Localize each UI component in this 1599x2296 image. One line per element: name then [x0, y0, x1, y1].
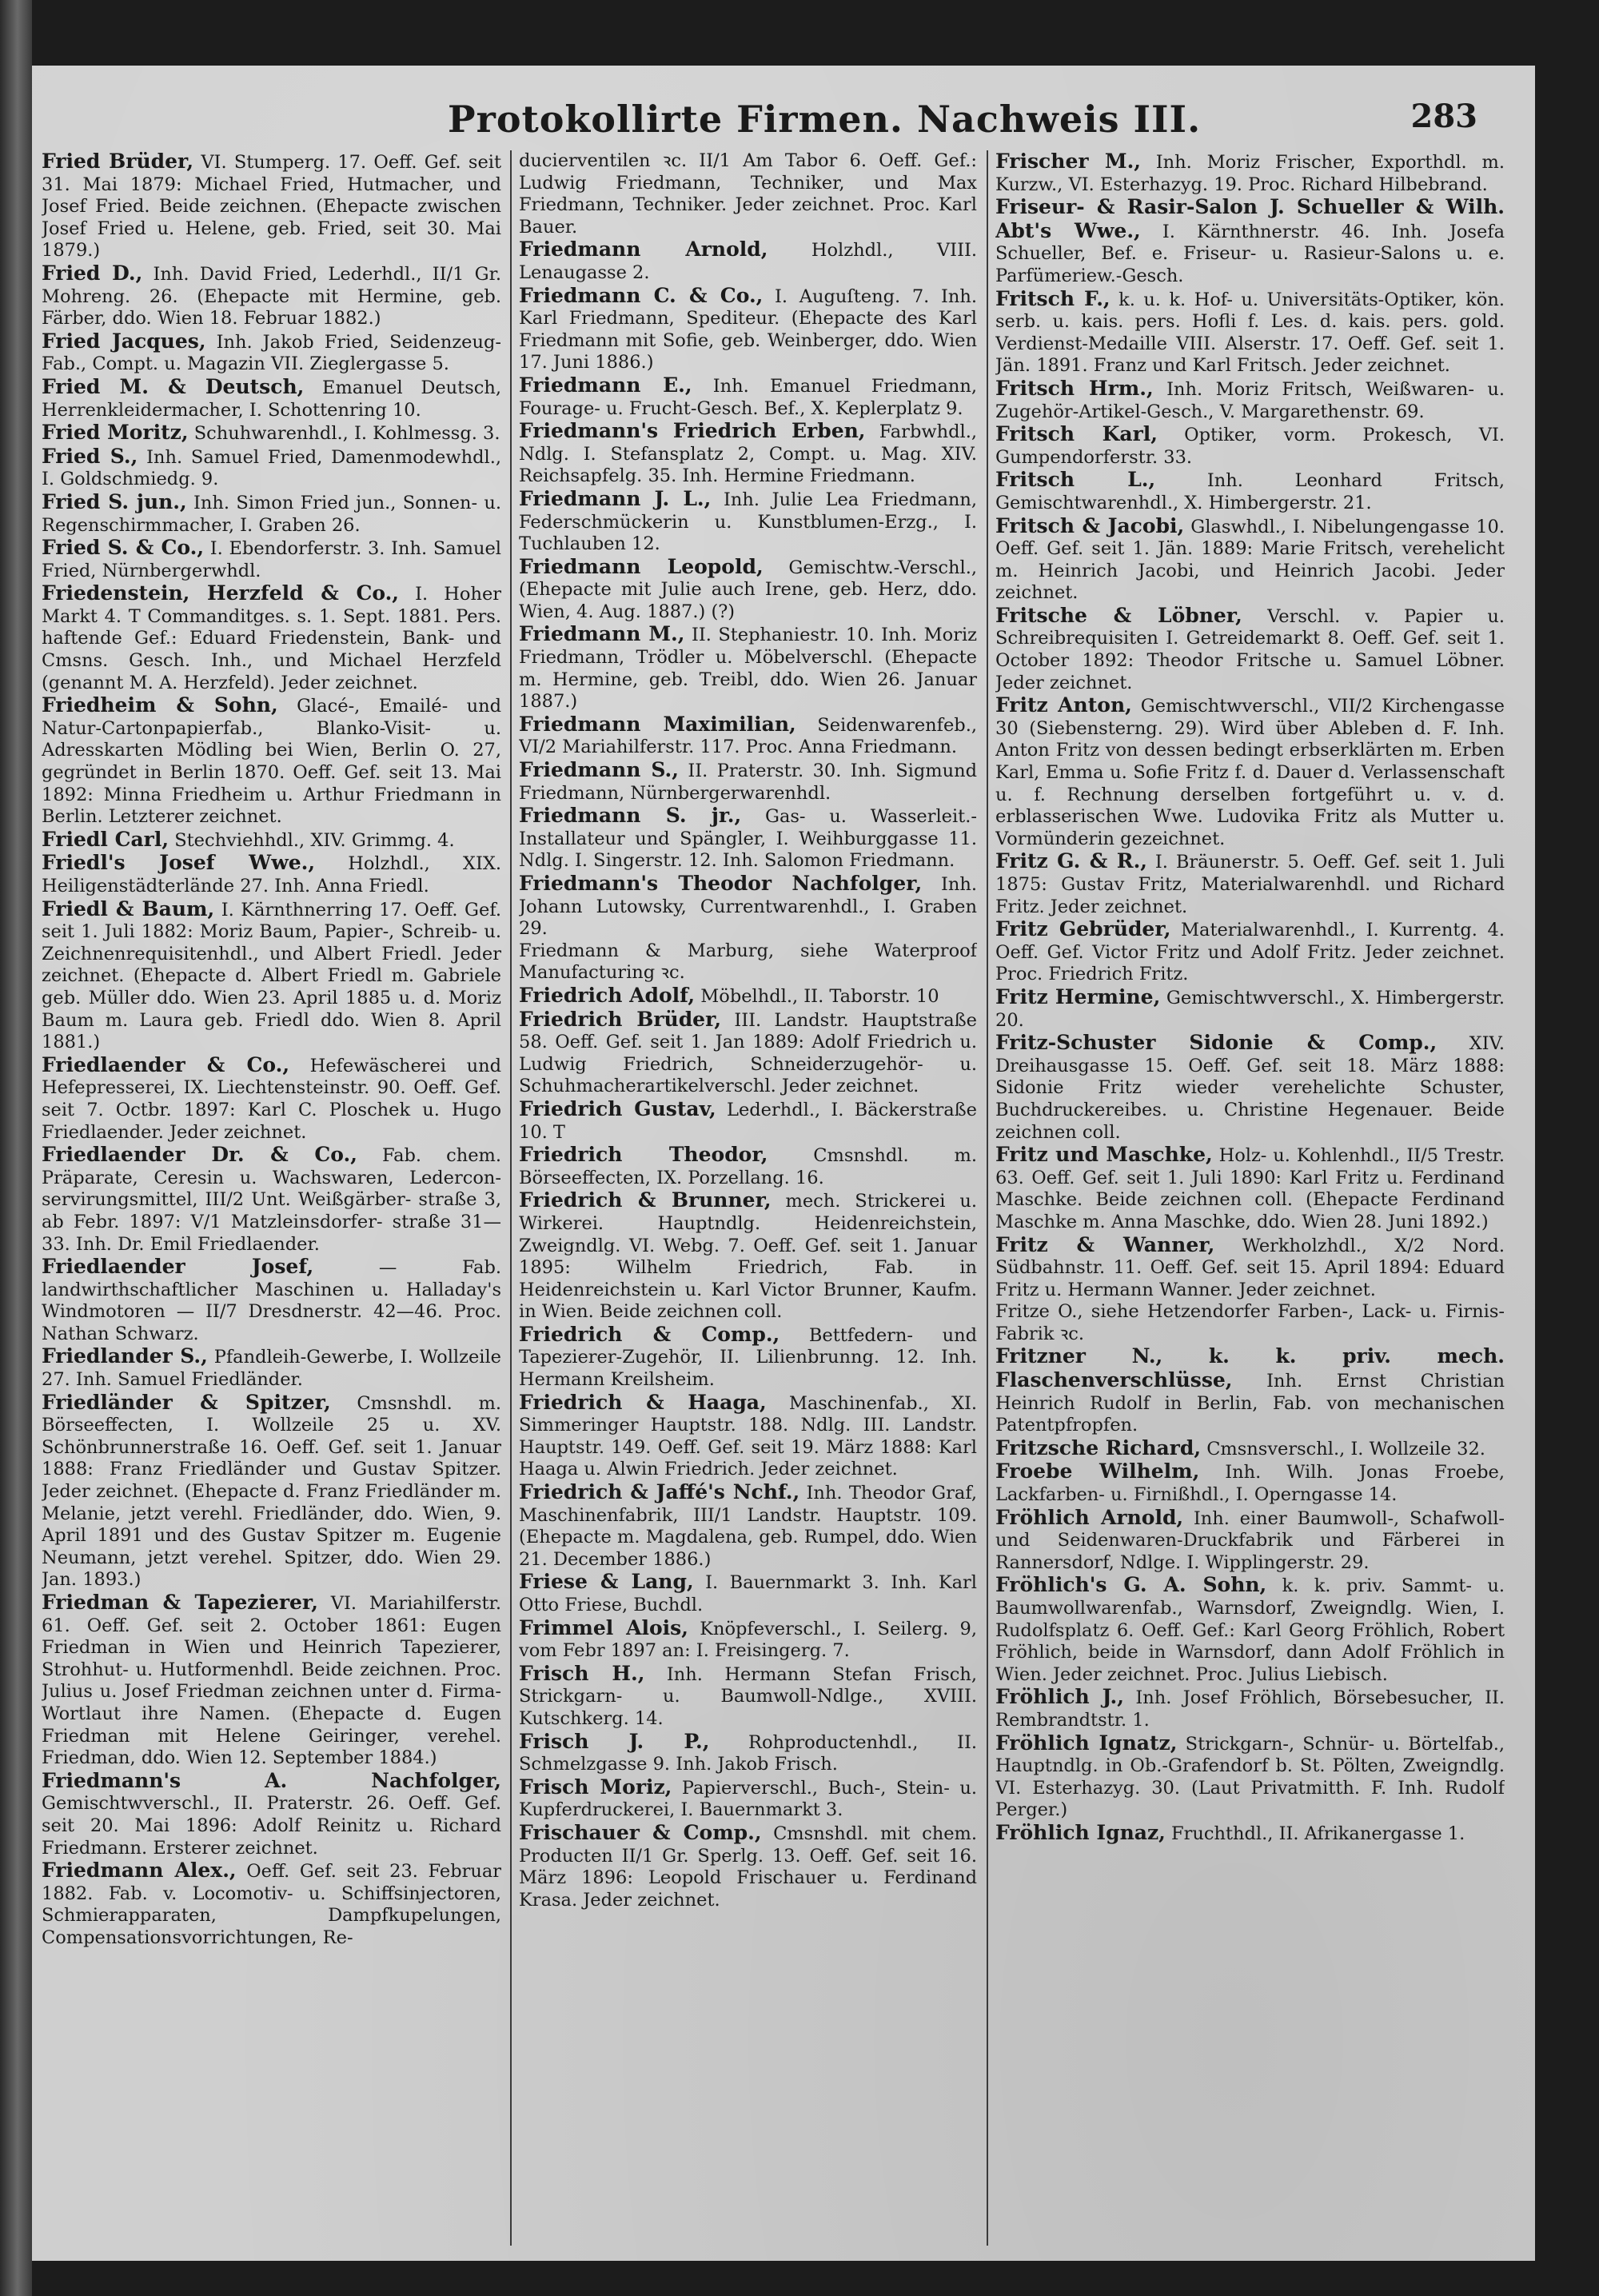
entry-text: ducierventilen ꝛc. II/1 Am Tabor 6. Oeff. Gef.: Ludwig Friedmann, Techniker, und Max Friedmann, Techniker. Jeder zeichnet. Proc. Karl Bauer. — [519, 150, 977, 238]
firm-name: Friedmann's Theodor Nachfolger, — [519, 872, 923, 895]
directory-entry — [995, 288, 1505, 377]
firm-name: Friedrich Adolf, — [519, 983, 696, 1007]
firm-name: Frimmel Alois, — [519, 1615, 688, 1639]
entry-text: — Fab. landwirthschaftlicher Maschinen u. Halladay's Windmotoren — II/7 Dresdnerstr. 42—46. Proc. Nathan Schwarz. — [42, 1257, 501, 1344]
directory-entry — [519, 759, 977, 805]
entry-text: Holzhdl., VIII. Lenaugasse 2. — [519, 240, 977, 283]
directory-entry — [519, 713, 977, 759]
firm-name: Friedmann's Friedrich Erben, — [519, 419, 866, 443]
entry-text: k. k. priv. Sammt- u. Baumwollwarenfab., Warnsdorf, Zweigndlg. Wien, I. Rudolfsplatz 6. Oeff. Gef.: Karl Georg Fröhlich, Robert Fröhlich, beide in Warnsdorf, dann Adolf Fröhlich in Wien. Jeder zeichnet. Proc. Julius Liebisch. — [995, 1575, 1505, 1685]
firm-name: Friese & Lang, — [519, 1570, 694, 1594]
entry-text: VI. Mariahilferstr. 61. Oeff. Gef. seit 2. October 1861: Eugen Friedman in Wien und Heinrich Tapezierer, Strohhut- u. Hutformenhdl. Beide zeichnen. Proc. Julius u. Josef Friedman zeichnen unter d. Firma-Wortlaut ihre Namen. (Ehepacte d. Eugen Friedman mit Helene Geiringer, verehel. Friedman, ddo. Wien 12. September 1884.) — [42, 1593, 501, 1769]
directory-entry — [519, 150, 977, 238]
book-gutter — [0, 0, 32, 2296]
entry-text: Cmsnshdl. m. Börseeffecten, IX. Porzellang. 16. — [519, 1145, 977, 1188]
entry-text: I. Bräunerstr. 5. Oeff. Gef. seit 1. Juli 1875: Gustav Fritz, Materialwarenhdl. und Richard Fritz. Jeder zeichnet. — [995, 852, 1505, 917]
firm-name: Friedmann J. L., — [519, 486, 712, 510]
firm-name: Friedrich & Haaga, — [519, 1390, 767, 1414]
entry-text: Glacé-, Emailé- und Natur-Cartonpapierfab., Blanko-Visit- u. Adresskarten Mödling bei Wien, Berlin O. 27, gegründet in Berlin 1870. Oeff. Gef. seit 13. Mai 1892: Minna Friedheim u. Arthur Friedmann in Berlin. Letzterer zeichnet. — [42, 696, 501, 828]
firm-name: Fried Moritz, — [42, 421, 189, 445]
firm-name: Friedl Carl, — [42, 827, 169, 851]
directory-entry — [519, 556, 977, 624]
entry-text: II. Stephaniestr. 10. Inh. Moriz Friedmann, Trödler u. Möbelverschl. (Ehepacte m. Hermine, geb. Treibl, ddo. Wien 26. Januar 1887.) — [519, 625, 977, 713]
firm-name: Fritz G. & R., — [995, 849, 1147, 873]
directory-entry — [42, 582, 501, 694]
firm-name: Friedmann M., — [519, 622, 685, 646]
directory-entry — [995, 515, 1505, 605]
firm-name: Froebe Wilhelm, — [995, 1459, 1200, 1483]
firm-name: Friedmann C. & Co., — [519, 283, 764, 307]
entry-text: Glaswhdl., I. Nibelungengasse 10. Oeff. Gef. seit 1. Jän. 1889: Marie Fritsch, verehelicht m. Heinrich Jacobi, und Heinrich Jacobi. Jeder zeichnet. — [995, 516, 1505, 604]
firm-name: Frisch H., — [519, 1661, 645, 1685]
firm-name: Frisch Moriz, — [519, 1775, 672, 1799]
directory-entry — [519, 1144, 977, 1189]
firm-name: Fritz Hermine, — [995, 984, 1161, 1008]
firm-name: Friedrich & Comp., — [519, 1322, 780, 1346]
firm-name: Friedmann Arnold, — [519, 238, 768, 262]
column-1 — [42, 150, 501, 2246]
directory-entry — [995, 469, 1505, 514]
book-page — [32, 66, 1535, 2261]
directory-entry — [42, 421, 501, 445]
directory-entry — [519, 1189, 977, 1324]
directory-entry — [995, 1437, 1505, 1461]
directory-entry — [519, 1776, 977, 1822]
firm-name: Fritz Gebrüder, — [995, 917, 1171, 941]
column-divider — [987, 150, 988, 2246]
directory-entry — [42, 1054, 501, 1144]
directory-entry — [995, 986, 1505, 1032]
firm-name: Fröhlich J., — [995, 1685, 1124, 1709]
firm-name: Friedmann S. jr., — [519, 804, 742, 828]
page-number: 283 — [1410, 98, 1477, 135]
firm-name: Friedlaender Josef, — [42, 1255, 314, 1279]
entry-text: Cmsnsverschl., I. Wollzeile 32. — [1206, 1438, 1485, 1459]
entry-text: VI. Stumperg. 17. Oeff. Gef. seit 31. Mai 1879: Michael Fried, Hutmacher, und Josef Fried. Beide zeichnen. (Ehepacte zwischen Josef Fried u. Helene, geb. Fried, seit 30. Mai 1879.) — [42, 152, 501, 262]
column-3 — [995, 150, 1505, 2246]
firm-name: Fritsch F., — [995, 286, 1111, 310]
firm-name: Frischauer & Comp., — [519, 1820, 762, 1844]
firm-name: Fried D., — [42, 261, 143, 285]
firm-name: Fritsch & Jacobi, — [995, 513, 1185, 537]
entry-text: I. Ebendorferstr. 3. Inh. Samuel Fried, Nürnbergerwhdl. — [42, 538, 501, 581]
firm-name: Friedlaender & Co., — [42, 1052, 290, 1076]
running-title: Protokollirte Firmen. Nachweis III. — [448, 98, 1202, 141]
directory-entry — [519, 420, 977, 488]
directory-entry — [519, 488, 977, 556]
firm-name: Friedl's Josef Wwe., — [42, 851, 316, 875]
directory-entry — [519, 238, 977, 284]
entry-text: Stechviehhdl., XIV. Grimmg. 4. — [174, 829, 455, 851]
directory-entry — [42, 537, 501, 582]
firm-name: Friedrich & Jaffé's Nchf., — [519, 1480, 800, 1504]
entry-text: Oeff. Gef. seit 23. Februar 1882. Fab. v. Locomotiv- u. Schiffsinjectoren, Schmierapparaten, Dampfkupelungen, Compensationsvorrichtungen, Re- — [42, 1861, 501, 1948]
directory-entry — [995, 1345, 1505, 1436]
firm-name: Friedrich Gustav, — [519, 1096, 716, 1120]
firm-name: Friedman & Tapezierer, — [42, 1591, 318, 1614]
entry-text: Cmsnshdl. m. Börseeffecten, I. Wollzeile 25 u. XV. Schönbrunnerstraße 16. Oeff. Gef. seit 1. Januar 1888: Franz Friedländer und Gustav Spitzer. Jeder zeichnet. (Ehepacte d. Franz Friedländer m. Melanie, jetzt verehl. Friedländer, ddo. Wien, 9. April 1891 und des Gustav Spitzer m. Eugenie Neumann, jetzt verehel. Spitzer, ddo. Wien 29. Jan. 1893.) — [42, 1392, 501, 1591]
entry-text: Inh. Moriz Fritsch, Weißwaren- u. Zugehör-Artikel-Gesch., V. Margarethenstr. 69. — [995, 378, 1505, 422]
directory-entry — [42, 694, 501, 829]
firm-name: Friedmann's A. Nachfolger, — [42, 1768, 501, 1792]
entry-text: Inh. Theodor Graf, Maschinenfabrik, III/1 Landstr. Hauptstr. 109. (Ehepacte m. Magdalena, geb. Rumpel, ddo. Wien 21. December 1886.) — [519, 1483, 977, 1570]
entry-text: Gemischtw.-Verschl., (Ehepacte mit Julie auch Irene, geb. Herz, ddo. Wien, 4. Aug. 1887.) (?) — [519, 557, 977, 622]
directory-entry — [995, 1460, 1505, 1506]
directory-entry — [42, 1770, 501, 1859]
directory-entry — [42, 898, 501, 1054]
firm-name: Friedheim & Sohn, — [42, 693, 278, 717]
entry-text: Inh. Simon Fried jun., Sonnen- u. Regenschirmmacher, I. Graben 26. — [42, 492, 501, 536]
directory-entry — [995, 1032, 1505, 1144]
entry-text: Bettfedern- und Tapezierer-Zugehör, II. Lilienbrunng. 12. Inh. Hermann Kreilsheim. — [519, 1324, 977, 1391]
directory-entry — [42, 1859, 501, 1949]
firm-name: Friedl & Baum, — [42, 896, 215, 920]
firm-name: Friseur- & Rasir-Salon J. Schueller & Wilh. Abt's Wwe., — [995, 195, 1505, 242]
entry-text: I. Auguſteng. 7. Inh. Karl Friedmann, Spediteur. (Ehepacte des Karl Friedmann mit Sofie, geb. Weinberger, ddo. Wien 17. Juni 1886.) — [519, 286, 977, 373]
directory-entry — [519, 1617, 977, 1663]
entry-text: Werkholzhdl., X/2 Nord. Südbahnstr. 11. Oeff. Gef. seit 15. April 1894: Eduard Fritz u. Hermann Wanner. Jeder zeichnet. — [995, 1235, 1505, 1300]
firm-name: Fritzner N., k. k. priv. mech. Flaschenverschlüsse, — [995, 1344, 1505, 1392]
directory-entry — [42, 1144, 501, 1256]
entry-text: Inh. Emanuel Friedmann, Fourage- u. Frucht-Gesch. Bef., X. Keplerplatz 9. — [519, 375, 977, 419]
entry-text: Holzhdl., XIX. Heiligenstädterlände 27. Inh. Anna Friedl. — [42, 853, 501, 896]
entry-text: Inh. Jakob Fried, Seidenzeug-Fab., Compt. u. Magazin VII. Zieglergasse 5. — [42, 331, 501, 375]
directory-entry — [995, 1507, 1505, 1575]
directory-entry — [42, 1591, 501, 1770]
entry-text: Inh. Leonhard Fritsch, Gemischtwarenhdl., X. Himbergerstr. 21. — [995, 470, 1505, 513]
directory-entry — [995, 1301, 1505, 1345]
entry-text: I. Kärnthnerstr. 46. Inh. Josefa Schueller, Bef. e. Friseur- u. Rasieur-Salons u. e. Parfümeriew.-Gesch. — [995, 221, 1505, 286]
entry-text: Seidenwarenfeb., VI/2 Mariahilferstr. 117. Proc. Anna Friedmann. — [519, 714, 977, 758]
firm-name: Fried M. & Deutsch, — [42, 374, 305, 398]
entry-text: Inh. Ernst Christian Heinrich Rudolf in Berlin, Fab. von mechanischen Patentpfropfen. — [995, 1371, 1505, 1436]
firm-name: Fritz & Wanner, — [995, 1232, 1215, 1256]
page-header — [32, 98, 1535, 154]
firm-name: Fritz-Schuster Sidonie & Comp., — [995, 1031, 1438, 1055]
directory-entry — [995, 423, 1505, 469]
directory-entry — [519, 1098, 977, 1144]
firm-name: Fröhlich's G. A. Sohn, — [995, 1573, 1267, 1597]
entry-text: Pfandleih-Gewerbe, I. Wollzeile 27. Inh. Samuel Friedländer. — [42, 1347, 501, 1391]
firm-name: Frischer M., — [995, 150, 1141, 173]
entry-text: Verschl. v. Papier u. Schreibrequisiten I. Getreidemarkt 8. Oeff. Gef. seit 1. October 1892: Theodor Fritsche u. Samuel Löbner. Jeder zeichnet. — [995, 605, 1505, 693]
directory-entry — [995, 1574, 1505, 1686]
directory-entry — [519, 1663, 977, 1731]
directory-entry — [995, 850, 1505, 918]
entry-text: Inh. einer Baumwoll-, Schafwoll- und Seidenwaren-Druckfabrik und Färberei in Rannersdorf, Ndlge. I. Wipplingerstr. 29. — [995, 1507, 1505, 1573]
directory-entry — [519, 1822, 977, 1911]
entry-text: Cmsnshdl. mit chem. Producten II/1 Gr. Sperlg. 13. Oeff. Gef. seit 16. März 1896: Leopold Frischauer u. Ferdinand Krasa. Jeder zeichnet. — [519, 1823, 977, 1911]
directory-entry — [995, 1144, 1505, 1233]
directory-entry — [519, 1571, 977, 1616]
firm-name: Fried Jacques, — [42, 329, 206, 353]
directory-entry — [42, 150, 501, 262]
firm-name: Fritz und Maschke, — [995, 1143, 1213, 1167]
entry-text: III. Landstr. Hauptstraße 58. Oeff. Gef. seit 1. Jan 1889: Adolf Friedrich u. Ludwig Friedrich, Schneiderzugehör- u. Schuhmacherartikelverschl. Jeder zeichnet. — [519, 1009, 977, 1097]
directory-entry — [995, 1732, 1505, 1822]
firm-name: Fröhlich Arnold, — [995, 1505, 1184, 1529]
directory-entry — [519, 1731, 977, 1776]
entry-text: Inh. Hermann Stefan Frisch, Strickgarn- u. Baumwoll-Ndlge., XVIII. Kutschkerg. 14. — [519, 1663, 977, 1729]
entry-text: Möbelhdl., II. Taborstr. 10 — [700, 985, 939, 1007]
firm-name: Fritsch Hrm., — [995, 376, 1154, 400]
firm-name: Friedmann Alex., — [42, 1859, 237, 1883]
firm-name: Friedenstein, Herzfeld & Co., — [42, 581, 399, 605]
directory-columns — [42, 150, 1505, 2246]
entry-text: k. u. k. Hof- u. Universitäts-Optiker, kön. serb. u. kais. pers. Hofli f. Les. d. kais. pers. gold. Verdienst-Medaille VIII. Alserstr. 17. Oeff. Gef. seit 1. Jän. 1891. Franz und Karl Fritsch. Jeder zeichnet. — [995, 289, 1505, 377]
entry-text: Lederhdl., I. Bäckerstraße 10. T — [519, 1099, 977, 1143]
firm-name: Frisch J. P., — [519, 1729, 710, 1753]
firm-name: Friedmann E., — [519, 373, 692, 397]
firm-name: Friedrich Brüder, — [519, 1007, 722, 1031]
directory-entry — [42, 376, 501, 421]
directory-entry — [42, 1256, 501, 1345]
entry-text: Papierverschl., Buch-, Stein- u. Kupferdruckerei, I. Bauernmarkt 3. — [519, 1777, 977, 1821]
directory-entry — [42, 1392, 501, 1591]
directory-entry — [42, 852, 501, 897]
directory-entry — [519, 940, 977, 984]
entry-text: Rohproductenhdl., II. Schmelzgasse 9. Inh. Jakob Frisch. — [519, 1731, 977, 1775]
firm-name: Fritsche & Löbner, — [995, 603, 1242, 627]
firm-name: Fritz Anton, — [995, 693, 1132, 717]
firm-name: Friedländer & Spitzer, — [42, 1390, 331, 1414]
directory-entry — [995, 918, 1505, 986]
directory-entry — [42, 330, 501, 376]
entry-text: Holz- u. Kohlenhdl., II/5 Trestr. 63. Oeff. Gef. seit 1. Juli 1890: Karl Fritz u. Ferdinand Maschke. Beide zeichnen coll. (Ehepacte Ferdinand Maschke m. Anna Maschke, ddo. Wien 28. Juni 1892.) — [995, 1145, 1505, 1232]
column-2 — [519, 150, 977, 2246]
directory-entry — [995, 1822, 1505, 1846]
directory-entry — [519, 984, 977, 1008]
column-divider — [510, 150, 512, 2246]
entry-text: XIV. Dreihausgasse 15. Oeff. Gef. seit 18. März 1888: Sidonie Fritz wieder verehelichte Schuster, Buchdruckereibes. u. Christine Hegenauer. Beide zeichnen coll. — [995, 1033, 1505, 1143]
entry-text: I. Kärnthnerring 17. Oeff. Gef. seit 1. Juli 1882: Moriz Baum, Papier-, Schreib- u. Zeichnenrequisitenhdl., und Albert Friedl. Jeder zeichnet. (Ehepacte d. Albert Friedl m. Gabriele geb. Müller ddo. Wien 23. April 1885 u. d. Moriz Baum m. Laura geb. Friedl ddo. Wien 8. April 1881.) — [42, 899, 501, 1053]
firm-name: Friedlander S., — [42, 1344, 208, 1368]
firm-name: Fritsch Karl, — [995, 422, 1158, 446]
directory-entry — [42, 445, 501, 491]
firm-name: Fröhlich Ignatz, — [995, 1731, 1178, 1755]
entry-text: Knöpfeverschl., I. Seilerg. 9, vom Febr 1897 an: I. Freisingerg. 7. — [519, 1618, 977, 1662]
entry-text: Inh. Wilh. Jonas Froebe, Lackfarben- u. Firnißhdl., I. Operngasse 14. — [995, 1462, 1505, 1506]
entry-text: Inh. Moriz Frischer, Exporthdl. m. Kurzw., VI. Esterhazyg. 19. Proc. Richard Hilbebrand. — [995, 152, 1505, 195]
entry-text: Inh. Johann Lutowsky, Currentwarenhdl., I. Graben 29. — [519, 874, 977, 940]
entry-text: Fab. chem. Präparate, Ceresin u. Wachswaren, Ledercon- servirungsmittel, III/2 Unt. Weißgärber- straße 3, ab Febr. 1897: V/1 Matzleinsdorfer- straße 31—33. Inh. Dr. Emil Friedlaender. — [42, 1145, 501, 1255]
firm-name: Friedmann Maximilian, — [519, 712, 796, 736]
entry-text: I. Hoher Markt 4. T Commanditges. s. 1. Sept. 1881. Pers. haftende Gef.: Eduard Friedenstein, Bank- und Cmsns. Gesch. Inh., und Michael Herzfeld (genannt M. A. Herzfeld). Jeder zeichnet. — [42, 584, 501, 693]
entry-text: Farbwhdl., Ndlg. I. Stefansplatz 2, Compt. u. Mag. XIV. Reichsapfelg. 35. Inh. Hermine Friedmann. — [519, 421, 977, 487]
entry-text: II. Praterstr. 30. Inh. Sigmund Friedmann, Nürnbergerwarenhdl. — [519, 761, 977, 804]
directory-entry — [995, 377, 1505, 423]
directory-entry — [42, 262, 501, 330]
firm-name: Friedmann Leopold, — [519, 554, 764, 578]
firm-name: Fried S. & Co., — [42, 536, 205, 560]
entry-text: mech. Strickerei u. Wirkerei. Hauptndlg. Heidenreichstein, Zweigndlg. VI. Webg. 7. Oeff. Gef. seit 1. Januar 1895: Wilhelm Friedrich, Fab. in Heidenreichstein u. Karl Victor Brunner, Kaufm. in Wien. Beide zeichnen coll. — [519, 1191, 977, 1323]
directory-entry — [42, 1345, 501, 1391]
entry-text: Gemischtwverschl., X. Himbergerstr. 20. — [995, 987, 1505, 1031]
directory-entry — [519, 805, 977, 872]
directory-entry — [519, 1008, 977, 1098]
firm-name: Friedrich Theodor, — [519, 1143, 768, 1167]
directory-entry — [995, 1234, 1505, 1302]
firm-name: Fried Brüder, — [42, 150, 194, 173]
entry-text: Schuhwarenhdl., I. Kohlmessg. 3. — [193, 423, 500, 445]
directory-entry — [519, 1324, 977, 1392]
entry-text: Fruchthdl., II. Afrikanergasse 1. — [1171, 1823, 1465, 1844]
entry-text: Gemischtwverschl., VII/2 Kirchengasse 30 (Siebensterng. 29). Wird über Ableben d. F. Inh. Anton Fritz von dessen bedingt erbserklärten m. Erben Karl, Emma u. Sofie Fritz f. d. Dauer d. Verlassenschaft u. f. Rechnung derselben fortgeführt u. v. d. erblasserischen Wwe. Ludovika Fritz als Mutter u. Vormünderin gezeichnet. — [995, 696, 1505, 849]
directory-entry — [42, 491, 501, 537]
directory-entry — [519, 623, 977, 713]
directory-entry — [519, 872, 977, 940]
firm-name: Friedmann S., — [519, 758, 679, 782]
entry-text: Gemischtwverschl., II. Praterstr. 26. Oeff. Gef. seit 20. Mai 1896: Adolf Reinitz u. Richard Friedmann. Ersterer zeichnet. — [42, 1793, 501, 1859]
firm-name: Fritzsche Richard, — [995, 1435, 1202, 1459]
entry-text: Materialwarenhdl., I. Kurrentg. 4. Oeff. Gef. Victor Fritz und Adolf Fritz. Jeder zeichnet. Proc. Friedrich Fritz. — [995, 920, 1505, 985]
directory-entry — [519, 1392, 977, 1481]
firm-name: Fried S., — [42, 444, 138, 468]
directory-entry — [42, 829, 501, 853]
directory-entry — [995, 150, 1505, 196]
entry-text: I. Bauernmarkt 3. Inh. Karl Otto Friese, Buchdl. — [519, 1572, 977, 1615]
entry-text: Hefewäscherei und Hefepresserei, IX. Liechtensteinstr. 90. Oeff. Gef. seit 7. Octbr. 1897: Karl C. Ploschek u. Hugo Friedlaender. Jeder zeichnet. — [42, 1055, 501, 1143]
entry-text: Inh. Josef Fröhlich, Börsebesucher, II. Rembrandtstr. 1. — [995, 1687, 1505, 1731]
firm-name: Friedrich & Brunner, — [519, 1188, 772, 1212]
firm-name: Fried S. jun., — [42, 489, 187, 513]
firm-name: Fröhlich Ignaz, — [995, 1820, 1166, 1844]
entry-text: Inh. Samuel Fried, Damenmodewhdl., I. Goldschmiedg. 9. — [42, 446, 501, 490]
entry-text: Optiker, vorm. Prokesch, VI. Gumpendorferstr. 33. — [995, 425, 1505, 468]
entry-text: Inh. Julie Lea Friedmann, Federschmückerin u. Kunstblumen-Erzg., I. Tuchlauben 12. — [519, 489, 977, 555]
directory-entry — [995, 196, 1505, 287]
entry-text: Inh. David Fried, Lederhdl., II/1 Gr. Mohreng. 26. (Ehepacte mit Hermine, geb. Färber, ddo. Wien 18. Februar 1882.) — [42, 263, 501, 329]
directory-entry — [519, 1481, 977, 1571]
directory-entry — [995, 694, 1505, 850]
entry-text: Strickgarn-, Schnür- u. Börtelfab., Hauptndlg. in Ob.-Grafendorf b. St. Pölten, Zweigndlg. VI. Esterhazyg. 30. (Laut Privatmitth. F. Inh. Rudolf Perger.) — [995, 1733, 1505, 1821]
directory-entry — [995, 1686, 1505, 1731]
directory-entry — [995, 605, 1505, 694]
directory-entry — [519, 285, 977, 374]
firm-name: Fritsch L., — [995, 468, 1156, 492]
entry-text: Gas- u. Wasserleit.-Installateur und Spängler, I. Weihburggasse 11. Ndlg. I. Singerstr. 12. Inh. Salomon Friedmann. — [519, 806, 977, 872]
directory-entry — [519, 374, 977, 420]
entry-text: Friedmann & Marburg, siehe Waterproof Manufacturing ꝛc. — [519, 940, 977, 984]
entry-text: Emanuel Deutsch, Herrenkleidermacher, I. Schottenring 10. — [42, 377, 501, 421]
entry-text: Fritze O., siehe Hetzendorfer Farben-, Lack- u. Firnis-Fabrik ꝛc. — [995, 1301, 1505, 1344]
entry-text: Maschinenfab., XI. Simmeringer Hauptstr. 188. Ndlg. III. Landstr. Hauptstr. 149. Oeff. Gef. seit 19. März 1888: Karl Haaga u. Alwin Friedrich. Jeder zeichnet. — [519, 1392, 977, 1480]
firm-name: Friedlaender Dr. & Co., — [42, 1143, 357, 1167]
